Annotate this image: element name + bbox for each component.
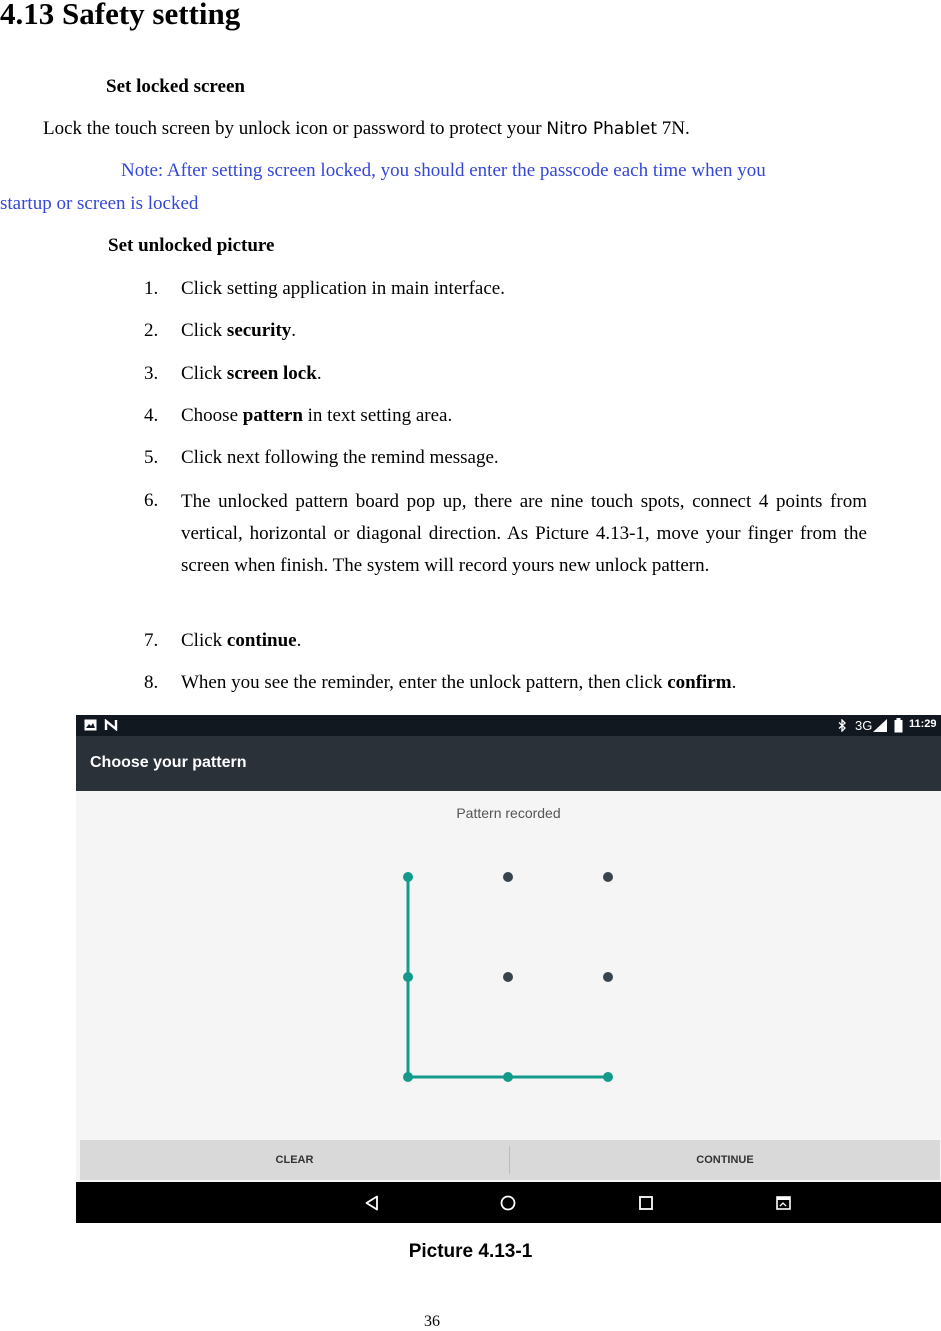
step-text: Click screen lock. [181, 363, 322, 384]
home-icon[interactable] [500, 1195, 516, 1211]
figure-caption: Picture 4.13-1 [408, 1241, 533, 1262]
step-number: 4. [144, 405, 159, 426]
button-bar [80, 1140, 940, 1180]
continue-button[interactable]: CONTINUE [696, 1154, 754, 1166]
locked-screen-description [43, 118, 690, 140]
pattern-dot[interactable] [603, 872, 613, 882]
pattern-dot[interactable] [403, 1072, 413, 1082]
step-number: 8. [144, 672, 159, 693]
status-bar [76, 715, 941, 736]
brand-name: Nitro Phablet [546, 119, 657, 139]
clock: 11:29 [909, 718, 937, 730]
step-text: Click setting application in main interface. [181, 278, 505, 299]
description-suffix: 7N. [661, 118, 690, 139]
step-number: 3. [144, 363, 159, 384]
step-text: Click continue. [181, 630, 302, 651]
pattern-grid[interactable] [76, 791, 941, 1141]
signal-icon [873, 719, 887, 732]
note-line-2: startup or screen is locked [0, 193, 199, 214]
pattern-dot[interactable] [503, 972, 513, 982]
page-number: 36 [424, 1313, 440, 1330]
pattern-dot[interactable] [503, 1072, 513, 1082]
bluetooth-icon [838, 719, 847, 732]
image-icon [84, 719, 97, 731]
clear-button[interactable]: CLEAR [275, 1154, 314, 1166]
battery-icon [894, 718, 903, 733]
step-text: The unlocked pattern board pop up, there are nine touch spots, connect 4 points from vertical, horizontal or diagonal direction. As Picture 4.13-1, move your finger from the screen when finish. The system will record yours new unlock pattern. [181, 491, 867, 576]
app-title: Choose your pattern [90, 754, 247, 771]
step-number: 7. [144, 630, 159, 651]
step-number: 6. [144, 490, 159, 511]
step-number: 2. [144, 320, 159, 341]
step-text: When you see the reminder, enter the unlock pattern, then click confirm. [181, 672, 737, 693]
back-icon[interactable] [364, 1195, 380, 1211]
recents-icon[interactable] [639, 1196, 653, 1210]
step-number: 1. [144, 278, 159, 299]
network-type: 3G [855, 718, 873, 733]
note-line-1: Note: After setting screen locked, you should enter the passcode each time when you [121, 160, 766, 181]
step-text: Click next following the remind message. [181, 447, 499, 468]
section-heading: 4.13 Safety setting [0, 0, 241, 31]
step-number: 5. [144, 447, 159, 468]
nfc-icon [104, 719, 118, 731]
pattern-dot[interactable] [603, 972, 613, 982]
pattern-dot[interactable] [403, 972, 413, 982]
unlocked-picture-title: Set unlocked picture [108, 235, 275, 256]
pattern-status-message: Pattern recorded [456, 805, 561, 821]
pattern-dot[interactable] [603, 1072, 613, 1082]
locked-screen-title: Set locked screen [106, 76, 245, 97]
app-bar [76, 736, 941, 791]
step-text: Click security. [181, 320, 297, 341]
navigation-bar [76, 1182, 941, 1223]
device-screenshot [76, 715, 941, 1223]
step-text: Choose pattern in text setting area. [181, 405, 453, 426]
pattern-dot[interactable] [503, 872, 513, 882]
pattern-dot[interactable] [403, 872, 413, 882]
description-prefix: Lock the touch screen by unlock icon or password to protect your [43, 118, 542, 139]
screenshot-icon[interactable] [776, 1195, 791, 1210]
